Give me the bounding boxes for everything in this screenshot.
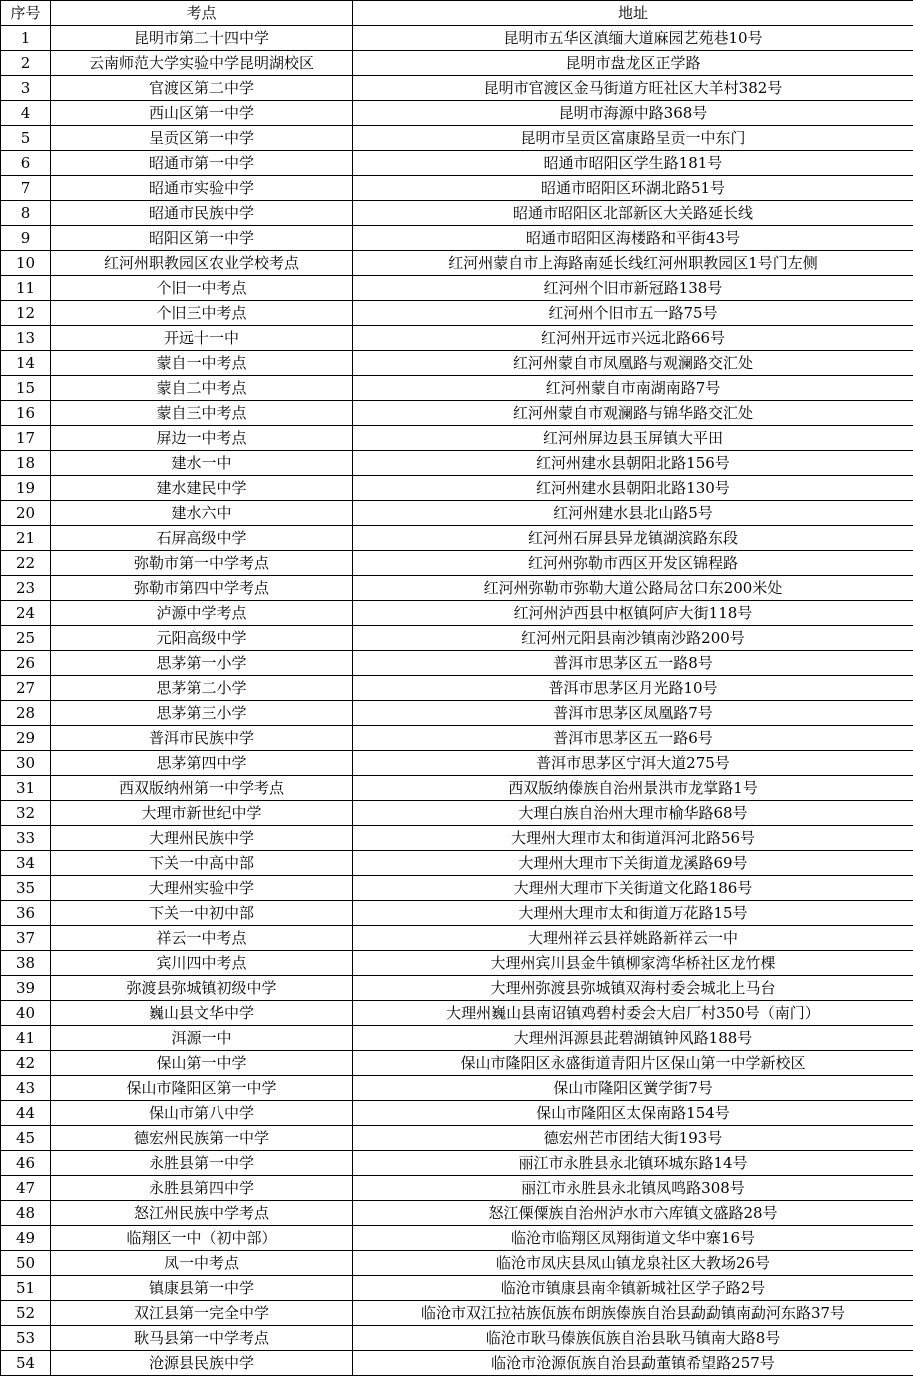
table-row: [1, 701, 913, 726]
cell-index: 36: [1, 901, 51, 926]
table-row: [1, 826, 913, 851]
cell-exam-site: 开远十一中: [51, 326, 353, 351]
table-row: [1, 101, 913, 126]
cell-exam-site: 怒江州民族中学考点: [51, 1201, 353, 1226]
header-index: 序号: [1, 1, 51, 26]
cell-index: 20: [1, 501, 51, 526]
cell-address: 红河州建水县朝阳北路130号: [353, 476, 913, 501]
table-row: [1, 401, 913, 426]
cell-exam-site: 昭阳区第一中学: [51, 226, 353, 251]
cell-address: 普洱市思茅区凤凰路7号: [353, 701, 913, 726]
cell-exam-site: 临翔区一中（初中部）: [51, 1226, 353, 1251]
cell-address: 大理州大理市太和街道洱河北路56号: [353, 826, 913, 851]
cell-address: 保山市隆阳区太保南路154号: [353, 1101, 913, 1126]
cell-address: 红河州蒙自市观澜路与锦华路交汇处: [353, 401, 913, 426]
cell-address: 大理州洱源县茈碧湖镇钟风路188号: [353, 1026, 913, 1051]
table-row: [1, 76, 913, 101]
cell-exam-site: 普洱市民族中学: [51, 726, 353, 751]
cell-address: 普洱市思茅区月光路10号: [353, 676, 913, 701]
cell-address: 大理州巍山县南诏镇鸡碧村委会大启厂村350号（南门）: [353, 1001, 913, 1026]
cell-exam-site: 祥云一中考点: [51, 926, 353, 951]
cell-index: 49: [1, 1226, 51, 1251]
cell-exam-site: 保山市第八中学: [51, 1101, 353, 1126]
cell-exam-site: 大理州实验中学: [51, 876, 353, 901]
table-row: [1, 651, 913, 676]
cell-index: 51: [1, 1276, 51, 1301]
cell-address: 普洱市思茅区五一路6号: [353, 726, 913, 751]
cell-address: 大理州宾川县金牛镇柳家湾华桥社区龙竹棵: [353, 951, 913, 976]
table-row: [1, 326, 913, 351]
table-row: [1, 726, 913, 751]
cell-index: 50: [1, 1251, 51, 1276]
cell-index: 1: [1, 26, 51, 51]
cell-address: 大理白族自治州大理市榆华路68号: [353, 801, 913, 826]
cell-exam-site: 双江县第一完全中学: [51, 1301, 353, 1326]
cell-address: 红河州蒙自市凤凰路与观澜路交汇处: [353, 351, 913, 376]
cell-address: 红河州个旧市五一路75号: [353, 301, 913, 326]
cell-exam-site: 昆明市第二十四中学: [51, 26, 353, 51]
table-row: [1, 226, 913, 251]
cell-index: 5: [1, 126, 51, 151]
header-address: 地址: [353, 1, 913, 26]
cell-exam-site: 昭通市实验中学: [51, 176, 353, 201]
cell-exam-site: 大理市新世纪中学: [51, 801, 353, 826]
cell-index: 10: [1, 251, 51, 276]
cell-address: 红河州弥勒市西区开发区锦程路: [353, 551, 913, 576]
cell-index: 22: [1, 551, 51, 576]
cell-index: 43: [1, 1076, 51, 1101]
cell-index: 6: [1, 151, 51, 176]
table-row: [1, 976, 913, 1001]
cell-index: 27: [1, 676, 51, 701]
cell-index: 40: [1, 1001, 51, 1026]
cell-exam-site: 西山区第一中学: [51, 101, 353, 126]
cell-exam-site: 保山市隆阳区第一中学: [51, 1076, 353, 1101]
cell-address: 普洱市思茅区五一路8号: [353, 651, 913, 676]
cell-index: 8: [1, 201, 51, 226]
cell-exam-site: 昭通市第一中学: [51, 151, 353, 176]
cell-exam-site: 泸源中学考点: [51, 601, 353, 626]
cell-index: 24: [1, 601, 51, 626]
cell-address: 怒江傈僳族自治州泸水市六库镇文盛路28号: [353, 1201, 913, 1226]
cell-exam-site: 宾川四中考点: [51, 951, 353, 976]
cell-index: 38: [1, 951, 51, 976]
cell-index: 35: [1, 876, 51, 901]
cell-index: 30: [1, 751, 51, 776]
cell-address: 红河州蒙自市南湖南路7号: [353, 376, 913, 401]
cell-exam-site: 蒙自三中考点: [51, 401, 353, 426]
table-row: [1, 1226, 913, 1251]
table-row: [1, 1176, 913, 1201]
cell-address: 临沧市双江拉祜族佤族布朗族傣族自治县勐勐镇南勐河东路37号: [353, 1301, 913, 1326]
table-row: [1, 576, 913, 601]
cell-index: 2: [1, 51, 51, 76]
cell-index: 4: [1, 101, 51, 126]
cell-exam-site: 昭通市民族中学: [51, 201, 353, 226]
table-row: [1, 1101, 913, 1126]
table-row: [1, 1326, 913, 1351]
table-row: [1, 551, 913, 576]
cell-index: 18: [1, 451, 51, 476]
table-row: [1, 801, 913, 826]
table-row: [1, 776, 913, 801]
table-row: [1, 1301, 913, 1326]
table-row: [1, 126, 913, 151]
cell-index: 44: [1, 1101, 51, 1126]
cell-exam-site: 德宏州民族第一中学: [51, 1126, 353, 1151]
cell-index: 41: [1, 1026, 51, 1051]
cell-index: 29: [1, 726, 51, 751]
cell-address: 大理州大理市太和街道万花路15号: [353, 901, 913, 926]
cell-index: 16: [1, 401, 51, 426]
cell-index: 25: [1, 626, 51, 651]
cell-address: 昭通市昭阳区海楼路和平街43号: [353, 226, 913, 251]
cell-address: 红河州建水县北山路5号: [353, 501, 913, 526]
cell-address: 大理州大理市下关街道文化路186号: [353, 876, 913, 901]
cell-index: 3: [1, 76, 51, 101]
cell-address: 保山市隆阳区永盛街道青阳片区保山第一中学新校区: [353, 1051, 913, 1076]
cell-address: 西双版纳傣族自治州景洪市龙掌路1号: [353, 776, 913, 801]
cell-exam-site: 镇康县第一中学: [51, 1276, 353, 1301]
cell-index: 54: [1, 1351, 51, 1376]
cell-address: 临沧市临翔区凤翔街道文华中寨16号: [353, 1226, 913, 1251]
cell-address: 昆明市呈贡区富康路呈贡一中东门: [353, 126, 913, 151]
cell-address: 昆明市盘龙区正学路: [353, 51, 913, 76]
cell-index: 28: [1, 701, 51, 726]
cell-exam-site: 石屏高级中学: [51, 526, 353, 551]
cell-exam-site: 思茅第三小学: [51, 701, 353, 726]
table-row: [1, 926, 913, 951]
table-row: [1, 901, 913, 926]
table-row: [1, 501, 913, 526]
cell-index: 39: [1, 976, 51, 1001]
cell-exam-site: 建水建民中学: [51, 476, 353, 501]
cell-exam-site: 个旧三中考点: [51, 301, 353, 326]
cell-exam-site: 蒙自一中考点: [51, 351, 353, 376]
table-row: [1, 1251, 913, 1276]
cell-exam-site: 弥勒市第一中学考点: [51, 551, 353, 576]
cell-exam-site: 大理州民族中学: [51, 826, 353, 851]
cell-address: 昆明市海源中路368号: [353, 101, 913, 126]
header-row: [1, 1, 913, 26]
cell-index: 48: [1, 1201, 51, 1226]
cell-index: 34: [1, 851, 51, 876]
table-body: [1, 26, 913, 1376]
cell-address: 大理州大理市下关街道龙溪路69号: [353, 851, 913, 876]
cell-index: 52: [1, 1301, 51, 1326]
cell-address: 昆明市五华区滇缅大道麻园艺苑巷10号: [353, 26, 913, 51]
cell-index: 11: [1, 276, 51, 301]
table-row: [1, 51, 913, 76]
cell-address: 昭通市昭阳区学生路181号: [353, 151, 913, 176]
cell-index: 12: [1, 301, 51, 326]
cell-address: 大理州弥渡县弥城镇双海村委会城北上马台: [353, 976, 913, 1001]
cell-address: 临沧市凤庆县凤山镇龙泉社区大教场26号: [353, 1251, 913, 1276]
table-row: [1, 951, 913, 976]
cell-exam-site: 云南师范大学实验中学昆明湖校区: [51, 51, 353, 76]
cell-address: 保山市隆阳区黉学街7号: [353, 1076, 913, 1101]
table-row: [1, 876, 913, 901]
cell-exam-site: 洱源一中: [51, 1026, 353, 1051]
cell-exam-site: 元阳高级中学: [51, 626, 353, 651]
cell-index: 45: [1, 1126, 51, 1151]
cell-exam-site: 沧源县民族中学: [51, 1351, 353, 1376]
cell-address: 红河州开远市兴远北路66号: [353, 326, 913, 351]
cell-exam-site: 呈贡区第一中学: [51, 126, 353, 151]
cell-exam-site: 耿马县第一中学考点: [51, 1326, 353, 1351]
cell-index: 14: [1, 351, 51, 376]
table-row: [1, 626, 913, 651]
cell-address: 红河州弥勒市弥勒大道公路局岔口东200米处: [353, 576, 913, 601]
table-row: [1, 376, 913, 401]
cell-exam-site: 红河州职教园区农业学校考点: [51, 251, 353, 276]
table-row: [1, 201, 913, 226]
cell-address: 红河州个旧市新冠路138号: [353, 276, 913, 301]
cell-index: 37: [1, 926, 51, 951]
cell-index: 33: [1, 826, 51, 851]
table-row: [1, 251, 913, 276]
table-row: [1, 1051, 913, 1076]
table-row: [1, 151, 913, 176]
table-row: [1, 1276, 913, 1301]
cell-index: 9: [1, 226, 51, 251]
cell-exam-site: 思茅第四中学: [51, 751, 353, 776]
cell-address: 大理州祥云县祥姚路新祥云一中: [353, 926, 913, 951]
table-row: [1, 1026, 913, 1051]
table-row: [1, 276, 913, 301]
cell-address: 红河州泸西县中枢镇阿庐大街118号: [353, 601, 913, 626]
table-row: [1, 1001, 913, 1026]
cell-index: 19: [1, 476, 51, 501]
table-row: [1, 26, 913, 51]
table-row: [1, 851, 913, 876]
cell-address: 红河州建水县朝阳北路156号: [353, 451, 913, 476]
cell-exam-site: 蒙自二中考点: [51, 376, 353, 401]
cell-address: 临沧市耿马傣族佤族自治县耿马镇南大路8号: [353, 1326, 913, 1351]
table-row: [1, 526, 913, 551]
cell-exam-site: 官渡区第二中学: [51, 76, 353, 101]
table-row: [1, 1151, 913, 1176]
cell-address: 德宏州芒市团结大街193号: [353, 1126, 913, 1151]
cell-address: 昭通市昭阳区北部新区大关路延长线: [353, 201, 913, 226]
table-row: [1, 1076, 913, 1101]
cell-address: 红河州屏边县玉屏镇大平田: [353, 426, 913, 451]
cell-exam-site: 建水一中: [51, 451, 353, 476]
cell-address: 红河州石屏县异龙镇湖滨路东段: [353, 526, 913, 551]
cell-exam-site: 下关一中初中部: [51, 901, 353, 926]
cell-index: 47: [1, 1176, 51, 1201]
cell-exam-site: 下关一中高中部: [51, 851, 353, 876]
cell-exam-site: 思茅第二小学: [51, 676, 353, 701]
cell-exam-site: 个旧一中考点: [51, 276, 353, 301]
cell-index: 46: [1, 1151, 51, 1176]
table-row: [1, 676, 913, 701]
cell-index: 13: [1, 326, 51, 351]
cell-address: 临沧市沧源佤族自治县勐董镇希望路257号: [353, 1351, 913, 1376]
table-row: [1, 1201, 913, 1226]
table-row: [1, 176, 913, 201]
cell-address: 临沧市镇康县南伞镇新城社区学子路2号: [353, 1276, 913, 1301]
table-row: [1, 426, 913, 451]
cell-exam-site: 弥渡县弥城镇初级中学: [51, 976, 353, 1001]
cell-exam-site: 思茅第一小学: [51, 651, 353, 676]
cell-exam-site: 凤一中考点: [51, 1251, 353, 1276]
cell-address: 红河州蒙自市上海路南延长线红河州职教园区1号门左侧: [353, 251, 913, 276]
cell-index: 21: [1, 526, 51, 551]
cell-exam-site: 屏边一中考点: [51, 426, 353, 451]
cell-address: 昆明市官渡区金马街道方旺社区大羊村382号: [353, 76, 913, 101]
cell-index: 32: [1, 801, 51, 826]
cell-exam-site: 永胜县第四中学: [51, 1176, 353, 1201]
cell-exam-site: 永胜县第一中学: [51, 1151, 353, 1176]
cell-index: 31: [1, 776, 51, 801]
cell-address: 丽江市永胜县永北镇凤鸣路308号: [353, 1176, 913, 1201]
cell-index: 15: [1, 376, 51, 401]
table-row: [1, 351, 913, 376]
cell-index: 53: [1, 1326, 51, 1351]
cell-exam-site: 保山第一中学: [51, 1051, 353, 1076]
table-row: [1, 751, 913, 776]
table-row: [1, 1126, 913, 1151]
cell-address: 丽江市永胜县永北镇环城东路14号: [353, 1151, 913, 1176]
cell-address: 昭通市昭阳区环湖北路51号: [353, 176, 913, 201]
table-row: [1, 1351, 913, 1376]
table-row: [1, 301, 913, 326]
cell-exam-site: 建水六中: [51, 501, 353, 526]
cell-address: 普洱市思茅区宁洱大道275号: [353, 751, 913, 776]
table-row: [1, 601, 913, 626]
cell-index: 17: [1, 426, 51, 451]
cell-exam-site: 弥勒市第四中学考点: [51, 576, 353, 601]
cell-index: 23: [1, 576, 51, 601]
table-row: [1, 451, 913, 476]
table-row: [1, 476, 913, 501]
cell-exam-site: 巍山县文华中学: [51, 1001, 353, 1026]
header-exam-site: 考点: [51, 1, 353, 26]
cell-exam-site: 西双版纳州第一中学考点: [51, 776, 353, 801]
cell-index: 7: [1, 176, 51, 201]
cell-address: 红河州元阳县南沙镇南沙路200号: [353, 626, 913, 651]
cell-index: 42: [1, 1051, 51, 1076]
cell-index: 26: [1, 651, 51, 676]
